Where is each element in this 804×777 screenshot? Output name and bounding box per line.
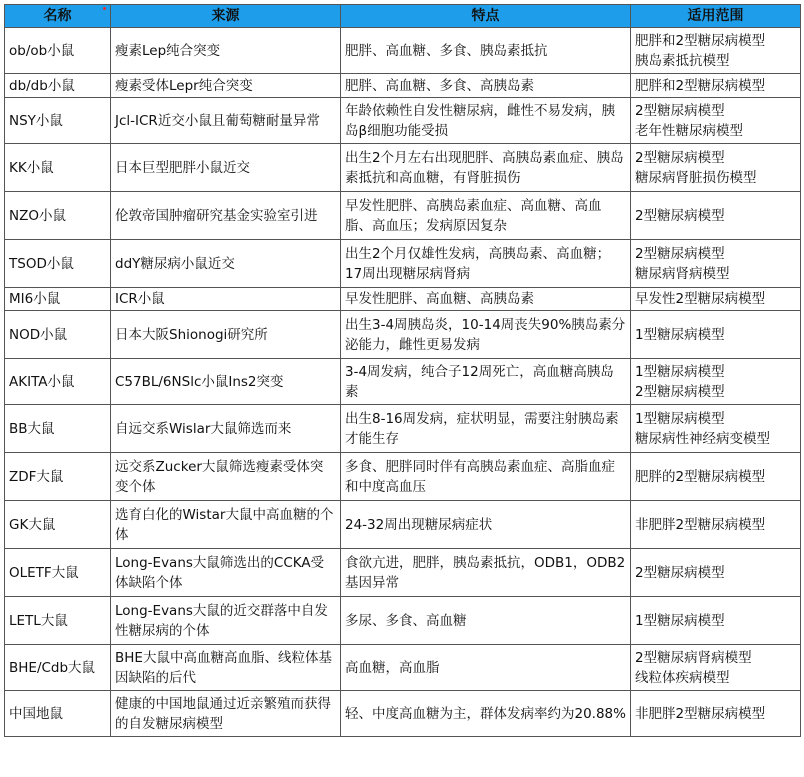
traits-cell: 早发性肥胖、高血糖、高胰岛素 <box>341 288 631 311</box>
traits-cell: 多尿、多食、高血糖 <box>341 597 631 645</box>
traits-cell: 肥胖、高血糖、多食、胰岛素抵抗 <box>341 28 631 74</box>
scope-item: 非肥胖2型糖尿病模型 <box>635 516 766 533</box>
model-name-cell: NSY小鼠 <box>5 98 111 144</box>
source-cell: 瘦素Lep纯合突变 <box>111 28 341 74</box>
scope-cell <box>631 311 801 359</box>
model-name-cell: MI6小鼠 <box>5 288 111 311</box>
table-row <box>5 453 801 501</box>
traits-cell: 肥胖、高血糖、多食、高胰岛素 <box>341 74 631 98</box>
scope-item: 2型糖尿病模型 <box>635 102 725 119</box>
table-row <box>5 691 801 737</box>
diabetes-model-table <box>4 4 801 737</box>
traits-cell: 早发性肥胖、高胰岛素血症、高血糖、高血脂、高血压；发病原因复杂 <box>341 192 631 240</box>
scope-cell <box>631 240 801 288</box>
source-cell: 自远交系Wislar大鼠筛选而来 <box>111 405 341 453</box>
table-row <box>5 28 801 74</box>
table-row <box>5 549 801 597</box>
scope-item: 早发性2型糖尿病模型 <box>635 291 766 307</box>
table-row <box>5 597 801 645</box>
table-row <box>5 359 801 405</box>
source-cell: C57BL/6NSlc小鼠Ins2突变 <box>111 359 341 405</box>
traits-cell: 出生2个月左右出现肥胖、高胰岛素血症、胰岛素抵抗和高血糖，有肾脏损伤 <box>341 144 631 192</box>
scope-item: 肥胖的2型糖尿病模型 <box>635 468 766 485</box>
model-name-cell: 中国地鼠 <box>5 691 111 737</box>
model-name-cell: BHE/Cdb大鼠 <box>5 645 111 691</box>
source-cell: 日本巨型肥胖小鼠近交 <box>111 144 341 192</box>
scope-cell <box>631 288 801 311</box>
scope-cell <box>631 192 801 240</box>
table-row <box>5 144 801 192</box>
model-name-cell: GK大鼠 <box>5 501 111 549</box>
traits-cell: 高血糖，高血脂 <box>341 645 631 691</box>
source-cell: 瘦素受体Lepr纯合突变 <box>111 74 341 98</box>
scope-item: 2型糖尿病模型 <box>635 207 725 224</box>
scope-item: 糖尿病性神经病变模型 <box>635 430 770 447</box>
scope-item: 1型糖尿病模型 <box>635 612 725 629</box>
model-name-cell: NOD小鼠 <box>5 311 111 359</box>
traits-cell: 出生8-16周发病，症状明显，需要注射胰岛素才能生存 <box>341 405 631 453</box>
scope-item: 1型糖尿病模型 <box>635 326 725 343</box>
model-name-cell: KK小鼠 <box>5 144 111 192</box>
table-row <box>5 288 801 311</box>
scope-item: 2型糖尿病模型 <box>635 149 725 166</box>
scope-cell <box>631 405 801 453</box>
scope-cell <box>631 74 801 98</box>
traits-cell: 年龄依赖性自发性糖尿病，雌性不易发病，胰岛β细胞功能受损 <box>341 98 631 144</box>
source-cell: Jcl-ICR近交小鼠且葡萄糖耐量异常 <box>111 98 341 144</box>
scope-item: 2型糖尿病模型 <box>635 564 725 581</box>
traits-cell: 3-4周发病，纯合子12周死亡，高血糖高胰岛素 <box>341 359 631 405</box>
scope-cell <box>631 597 801 645</box>
header-scope: 适用范围 <box>631 5 801 28</box>
scope-item: 肥胖和2型糖尿病模型 <box>635 32 766 49</box>
scope-item: 糖尿病肾病模型 <box>635 265 730 282</box>
scope-item: 2型糖尿病模型 <box>635 383 725 400</box>
traits-cell: 出生2个月仅雄性发病，高胰岛素、高血糖；17周出现糖尿病肾病 <box>341 240 631 288</box>
model-name-cell: ob/ob小鼠 <box>5 28 111 74</box>
model-name-cell: BB大鼠 <box>5 405 111 453</box>
header-traits: 特点 <box>341 5 631 28</box>
table-row <box>5 645 801 691</box>
table-row <box>5 311 801 359</box>
scope-item: 2型糖尿病肾病模型 <box>635 649 752 666</box>
traits-cell: 24-32周出现糖尿病症状 <box>341 501 631 549</box>
scope-item: 2型糖尿病模型 <box>635 245 725 262</box>
table-row <box>5 240 801 288</box>
scope-item: 老年性糖尿病模型 <box>635 122 743 139</box>
source-cell: ICR小鼠 <box>111 288 341 311</box>
marker-dot-icon <box>103 7 106 10</box>
table-row <box>5 501 801 549</box>
source-cell: 选育白化的Wistar大鼠中高血糖的个体 <box>111 501 341 549</box>
table-row <box>5 74 801 98</box>
scope-item: 糖尿病肾脏损伤模型 <box>635 169 757 186</box>
scope-cell <box>631 691 801 737</box>
scope-cell <box>631 453 801 501</box>
header-name: 名称 <box>5 5 111 28</box>
source-cell: ddY糖尿病小鼠近交 <box>111 240 341 288</box>
traits-cell: 轻、中度高血糖为主，群体发病率约为20.88% <box>341 691 631 737</box>
scope-item: 1型糖尿病模型 <box>635 363 725 380</box>
model-name-cell: TSOD小鼠 <box>5 240 111 288</box>
scope-cell <box>631 144 801 192</box>
source-cell: 远交系Zucker大鼠筛选瘦素受体突变个体 <box>111 453 341 501</box>
table-row <box>5 98 801 144</box>
scope-item: 胰岛素抵抗模型 <box>635 52 730 69</box>
traits-cell: 多食、肥胖同时伴有高胰岛素血症、高脂血症和中度高血压 <box>341 453 631 501</box>
traits-cell: 食欲亢进，肥胖，胰岛素抵抗，ODB1，ODB2基因异常 <box>341 549 631 597</box>
scope-cell <box>631 98 801 144</box>
source-cell: 日本大阪Shionogi研究所 <box>111 311 341 359</box>
model-name-cell: LETL大鼠 <box>5 597 111 645</box>
model-name-cell: db/db小鼠 <box>5 74 111 98</box>
model-name-cell: AKITA小鼠 <box>5 359 111 405</box>
scope-cell <box>631 549 801 597</box>
source-cell: Long-Evans大鼠的近交群落中自发性糖尿病的个体 <box>111 597 341 645</box>
source-cell: 健康的中国地鼠通过近亲繁殖而获得的自发糖尿病模型 <box>111 691 341 737</box>
scope-cell <box>631 501 801 549</box>
header-source: 来源 <box>111 5 341 28</box>
table-row <box>5 192 801 240</box>
scope-cell <box>631 645 801 691</box>
model-name-cell: ZDF大鼠 <box>5 453 111 501</box>
scope-item: 1型糖尿病模型 <box>635 410 725 427</box>
source-cell: Long-Evans大鼠筛选出的CCKA受体缺陷个体 <box>111 549 341 597</box>
traits-cell: 出生3-4周胰岛炎，10-14周丧失90%胰岛素分泌能力，雌性更易发病 <box>341 311 631 359</box>
scope-cell <box>631 359 801 405</box>
scope-cell <box>631 28 801 74</box>
header-row <box>5 5 801 28</box>
model-name-cell: OLETF大鼠 <box>5 549 111 597</box>
source-cell: 伦敦帝国肿瘤研究基金实验室引进 <box>111 192 341 240</box>
table-wrapper <box>4 4 801 737</box>
model-name-cell: NZO小鼠 <box>5 192 111 240</box>
scope-item: 肥胖和2型糖尿病模型 <box>635 77 766 94</box>
source-cell: BHE大鼠中高血糖高血脂、线粒体基因缺陷的后代 <box>111 645 341 691</box>
table-row <box>5 405 801 453</box>
scope-item: 线粒体疾病模型 <box>635 669 730 686</box>
scope-item: 非肥胖2型糖尿病模型 <box>635 705 766 722</box>
